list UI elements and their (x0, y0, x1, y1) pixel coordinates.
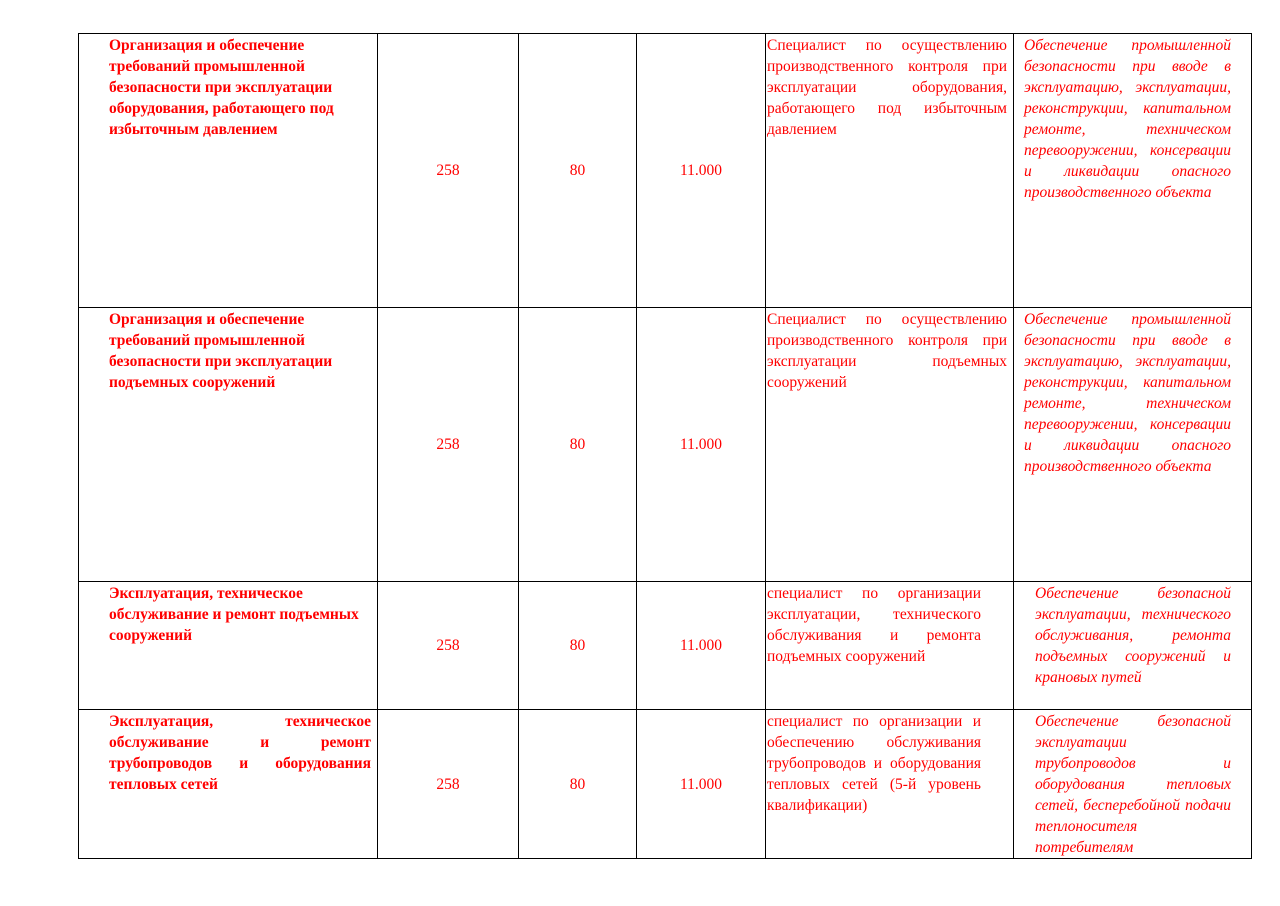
price-value: 11.000 (679, 436, 723, 453)
function-cell (1014, 710, 1252, 859)
price-value: 11.000 (679, 775, 723, 793)
value2-cell (519, 582, 637, 710)
value2-value: 80 (569, 637, 586, 654)
specialist-cell (766, 308, 1014, 582)
hours-value: 258 (436, 637, 460, 654)
program-name-cell (79, 34, 378, 308)
specialist-text: Специалист по осуществлению производственного контроля при эксплуатации подъемных сооружений (767, 311, 1007, 391)
specialist-text: Специалист по осуществлению производственного контроля при эксплуатации оборудования, работающего под избыточным давлением (767, 37, 1007, 138)
price-value: 11.000 (679, 162, 723, 179)
specialist-cell (766, 34, 1014, 308)
program-name: Организация и обеспечение требований промышленной безопасности при эксплуатации оборудования, работающего под избыточным давлением (109, 37, 334, 138)
table-row (79, 710, 1252, 859)
price-cell (637, 308, 766, 582)
program-name: Организация и обеспечение требований промышленной безопасности при эксплуатации подъемных сооружений (109, 311, 333, 391)
hours-cell (378, 710, 519, 859)
program-name-cell (79, 710, 378, 859)
hours-value: 258 (436, 162, 460, 179)
program-name-cell (79, 582, 378, 710)
price-cell (637, 34, 766, 308)
function-text: Обеспечение безопасной эксплуатации, технического обслуживания, ремонта подъемных сооружений и крановых путей (1035, 585, 1231, 686)
program-name: Эксплуатация, техническое обслуживание и ремонт подъемных сооружений (109, 585, 359, 644)
price-cell (637, 582, 766, 710)
specialist-cell (766, 582, 1014, 710)
table-row (79, 308, 1252, 582)
function-cell (1014, 582, 1252, 710)
hours-cell (378, 308, 519, 582)
value2-value: 80 (569, 775, 586, 793)
specialist-text: специалист по организации эксплуатации, технического обслуживания и ремонта подъемных сооружений (767, 585, 981, 665)
hours-cell (378, 34, 519, 308)
function-text: Обеспечение промышленной безопасности при вводе в эксплуатацию, эксплуатации, реконструкции, капитальном ремонте, техническом перевооружении, консервации и ликвидации опасного производственного объекта (1024, 37, 1231, 201)
price-value: 11.000 (679, 637, 723, 654)
value2-cell (519, 710, 637, 859)
table-row (79, 582, 1252, 710)
function-text: Обеспечение безопасной эксплуатации трубопроводов и оборудования тепловых сетей, бесперебойной подачи теплоносителя потребителям (1035, 713, 1231, 856)
specialist-text: специалист по организации и обеспечению обслуживания трубопроводов и оборудования тепловых сетей (5-й уровень квалификации) (767, 713, 981, 814)
value2-cell (519, 34, 637, 308)
specialist-cell (766, 710, 1014, 859)
program-name-cell (79, 308, 378, 582)
price-cell (637, 710, 766, 859)
function-text: Обеспечение промышленной безопасности при вводе в эксплуатацию, эксплуатации, реконструкции, капитальном ремонте, техническом перевооружении, консервации и ликвидации опасного производственного объекта (1024, 311, 1231, 475)
function-cell (1014, 308, 1252, 582)
programs-table (78, 33, 1252, 859)
function-cell (1014, 34, 1252, 308)
table-row (79, 34, 1252, 308)
value2-value: 80 (569, 436, 586, 453)
hours-cell (378, 582, 519, 710)
hours-value: 258 (436, 436, 460, 453)
hours-value: 258 (436, 775, 460, 793)
value2-value: 80 (569, 162, 586, 179)
value2-cell (519, 308, 637, 582)
program-name: Эксплуатация, техническое обслуживание и ремонт трубопроводов и оборудования тепловых сетей (109, 713, 371, 793)
